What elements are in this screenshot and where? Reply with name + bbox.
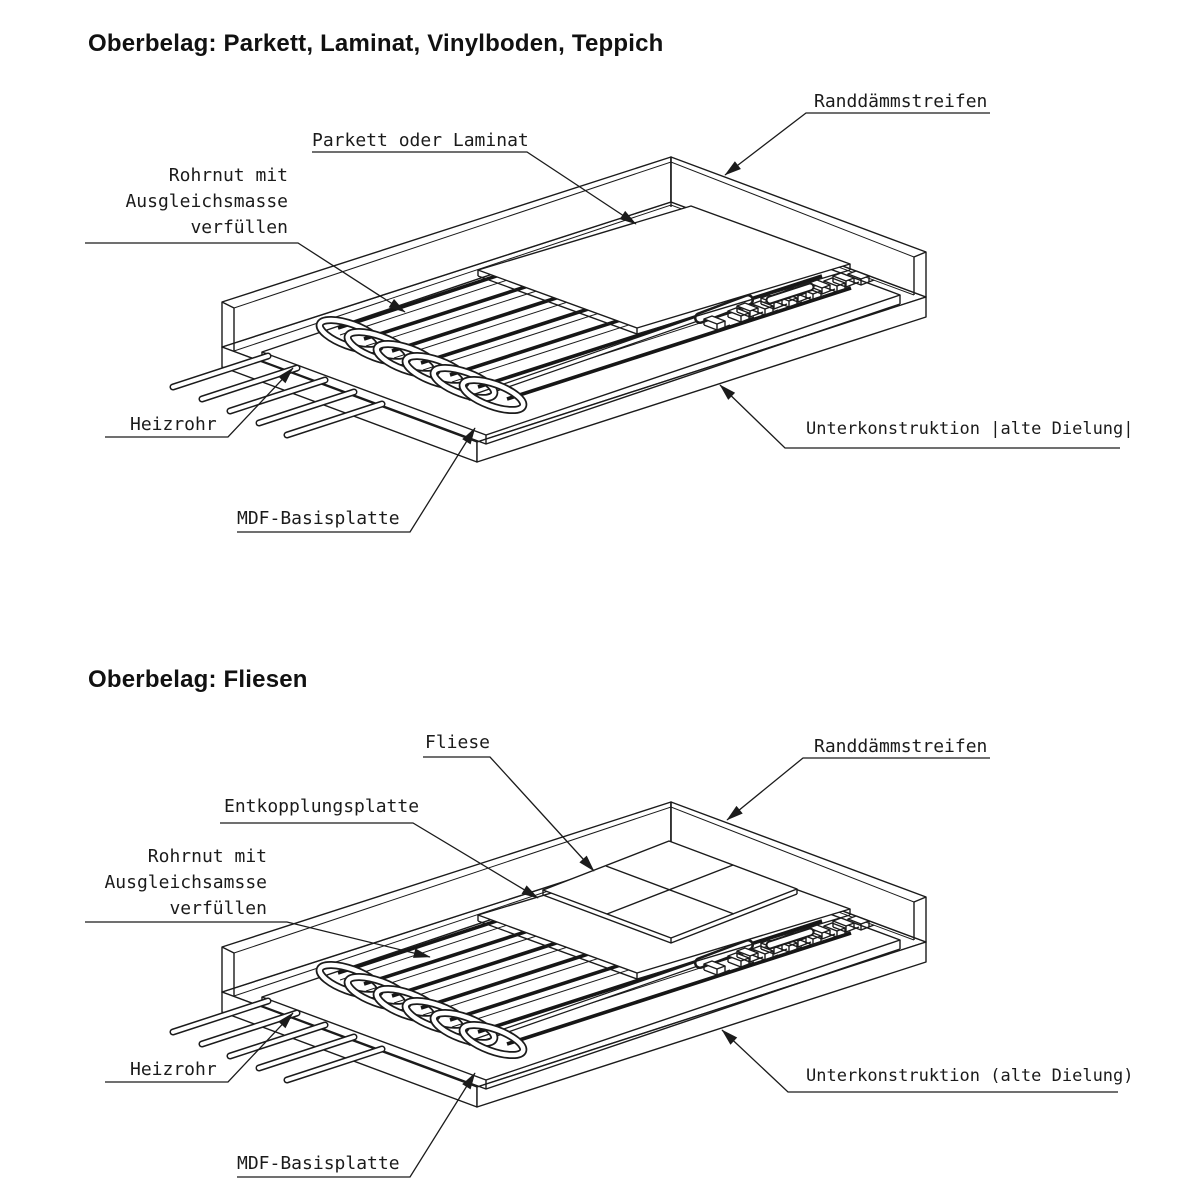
label-entkopplungsplatte: Entkopplungsplatte (224, 796, 420, 817)
label-randdaemmstreifen: Randdämmstreifen (814, 91, 988, 112)
label-rohrnut2-2: Ausgleichsamsse (104, 872, 267, 893)
label-mdf: MDF-Basisplatte (237, 508, 400, 529)
label-mdf-2: MDF-Basisplatte (237, 1153, 400, 1174)
label-parkett: Parkett oder Laminat (312, 130, 529, 151)
diagram2-title: Oberbelag: Fliesen (88, 666, 308, 693)
diagram-fliesen (85, 666, 1134, 1177)
label-rohrnut2-1: Rohrnut mit (147, 846, 267, 867)
label-rohrnut2-3: verfüllen (169, 898, 267, 919)
label-fliese: Fliese (425, 732, 491, 753)
label-randdaemmstreifen-2: Randdämmstreifen (814, 736, 988, 757)
diagram1-title: Oberbelag: Parkett, Laminat, Vinylboden, Teppich (88, 30, 664, 57)
label-heizrohr-2: Heizrohr (130, 1059, 217, 1080)
label-rohrnut-2: Ausgleichsmasse (125, 191, 288, 212)
diagram-parkett (85, 30, 1134, 532)
label-rohrnut-3: verfüllen (190, 217, 288, 238)
label-rohrnut-1: Rohrnut mit (168, 165, 288, 186)
label-heizrohr: Heizrohr (130, 414, 217, 435)
label-unterkonstruktion-2: Unterkonstruktion (alte Dielung) (806, 1066, 1134, 1086)
label-unterkonstruktion: Unterkonstruktion |alte Dielung| (806, 419, 1134, 439)
